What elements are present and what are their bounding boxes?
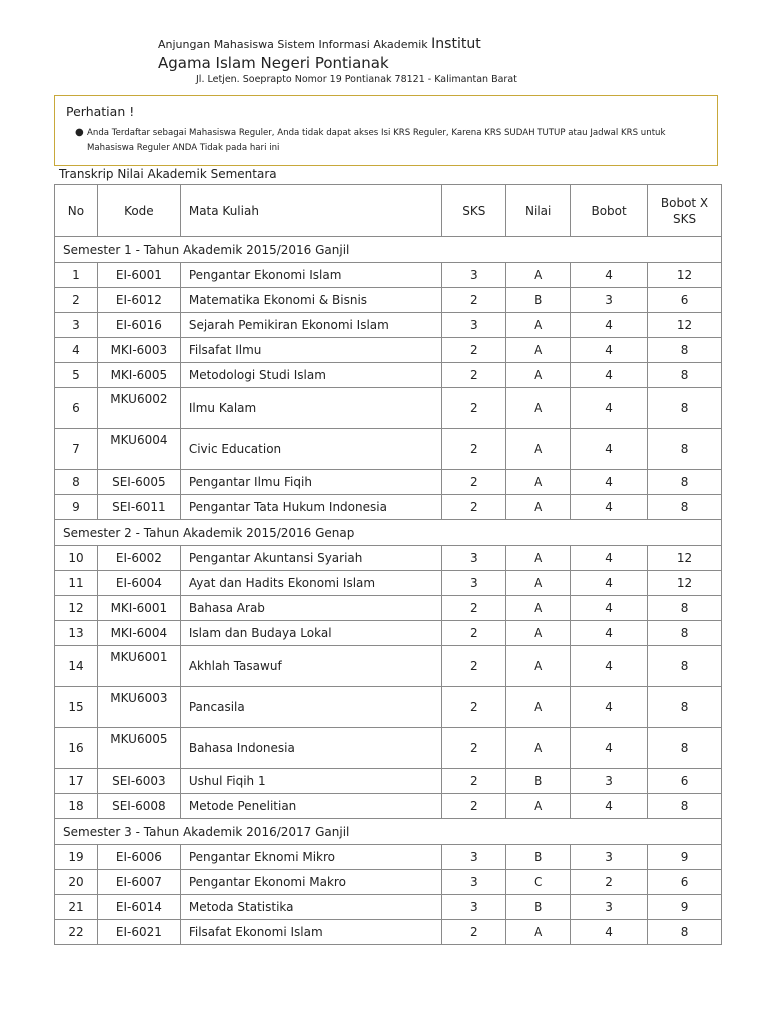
table-row xyxy=(55,338,722,363)
notice-title: Perhatian ! xyxy=(66,104,135,119)
cell-kode: EI-6002 xyxy=(97,546,180,571)
cell-kode: SEI-6005 xyxy=(97,470,180,495)
cell-sks: 2 xyxy=(442,470,506,495)
cell-sks: 3 xyxy=(442,546,506,571)
cell-sks: 2 xyxy=(442,794,506,819)
cell-kode: MKI-6005 xyxy=(97,363,180,388)
cell-bobot: 2 xyxy=(571,870,648,895)
cell-no: 6 xyxy=(55,388,98,429)
cell-bobot-x-sks: 8 xyxy=(648,596,722,621)
cell-no: 18 xyxy=(55,794,98,819)
cell-kode: EI-6012 xyxy=(97,288,180,313)
cell-bobot-x-sks: 8 xyxy=(648,429,722,470)
cell-bobot: 4 xyxy=(571,263,648,288)
table-row xyxy=(55,571,722,596)
col-header-bobot-x-sks: Bobot X SKS xyxy=(648,185,722,237)
cell-bobot-x-sks: 9 xyxy=(648,845,722,870)
cell-nilai: B xyxy=(506,288,571,313)
cell-mata-kuliah: Pengantar Akuntansi Syariah xyxy=(180,546,442,571)
cell-bobot: 4 xyxy=(571,571,648,596)
cell-bobot-x-sks: 8 xyxy=(648,621,722,646)
table-row xyxy=(55,288,722,313)
cell-kode: SEI-6003 xyxy=(97,769,180,794)
cell-bobot: 3 xyxy=(571,288,648,313)
cell-nilai: B xyxy=(506,895,571,920)
cell-no: 14 xyxy=(55,646,98,687)
cell-sks: 2 xyxy=(442,769,506,794)
table-row xyxy=(55,546,722,571)
notice-box xyxy=(54,95,718,166)
cell-bobot-x-sks: 8 xyxy=(648,646,722,687)
cell-sks: 3 xyxy=(442,313,506,338)
cell-sks: 3 xyxy=(442,845,506,870)
cell-bobot-x-sks: 6 xyxy=(648,870,722,895)
portal-name: Anjungan Mahasiswa Sistem Informasi Akademik xyxy=(158,38,428,51)
cell-nilai: A xyxy=(506,687,571,728)
cell-kode: EI-6021 xyxy=(97,920,180,945)
cell-nilai: A xyxy=(506,363,571,388)
cell-nilai: B xyxy=(506,769,571,794)
transcript-caption: Transkrip Nilai Akademik Sementara xyxy=(59,167,277,181)
cell-kode: SEI-6008 xyxy=(97,794,180,819)
cell-nilai: A xyxy=(506,621,571,646)
cell-nilai: A xyxy=(506,388,571,429)
cell-sks: 2 xyxy=(442,338,506,363)
cell-bobot-x-sks: 8 xyxy=(648,794,722,819)
cell-bobot-x-sks: 8 xyxy=(648,470,722,495)
cell-sks: 2 xyxy=(442,646,506,687)
cell-sks: 2 xyxy=(442,621,506,646)
table-row xyxy=(55,769,722,794)
cell-mata-kuliah: Civic Education xyxy=(180,429,442,470)
cell-bobot-x-sks: 8 xyxy=(648,495,722,520)
cell-nilai: A xyxy=(506,263,571,288)
semester-header-row xyxy=(55,520,722,546)
cell-no: 20 xyxy=(55,870,98,895)
cell-nilai: A xyxy=(506,728,571,769)
cell-kode: MKI-6004 xyxy=(97,621,180,646)
cell-sks: 2 xyxy=(442,429,506,470)
cell-bobot-x-sks: 8 xyxy=(648,687,722,728)
cell-mata-kuliah: Filsafat Ekonomi Islam xyxy=(180,920,442,945)
cell-bobot-x-sks: 8 xyxy=(648,920,722,945)
cell-bobot: 4 xyxy=(571,495,648,520)
cell-mata-kuliah: Ilmu Kalam xyxy=(180,388,442,429)
cell-sks: 2 xyxy=(442,728,506,769)
cell-mata-kuliah: Ushul Fiqih 1 xyxy=(180,769,442,794)
table-row xyxy=(55,870,722,895)
cell-kode: MKU6004 xyxy=(97,429,180,470)
cell-sks: 2 xyxy=(442,596,506,621)
cell-nilai: B xyxy=(506,845,571,870)
cell-bobot: 4 xyxy=(571,728,648,769)
semester-header-row xyxy=(55,819,722,845)
table-row xyxy=(55,363,722,388)
cell-nilai: A xyxy=(506,313,571,338)
cell-kode: EI-6016 xyxy=(97,313,180,338)
cell-mata-kuliah: Filsafat Ilmu xyxy=(180,338,442,363)
cell-sks: 2 xyxy=(442,920,506,945)
cell-mata-kuliah: Pengantar Ekonomi Islam xyxy=(180,263,442,288)
cell-no: 5 xyxy=(55,363,98,388)
cell-kode: MKU6002 xyxy=(97,388,180,429)
cell-kode: EI-6014 xyxy=(97,895,180,920)
cell-no: 2 xyxy=(55,288,98,313)
cell-bobot-x-sks: 12 xyxy=(648,313,722,338)
cell-mata-kuliah: Pengantar Tata Hukum Indonesia xyxy=(180,495,442,520)
cell-nilai: A xyxy=(506,646,571,687)
cell-bobot: 4 xyxy=(571,546,648,571)
cell-no: 22 xyxy=(55,920,98,945)
cell-bobot-x-sks: 8 xyxy=(648,728,722,769)
cell-kode: EI-6004 xyxy=(97,571,180,596)
cell-mata-kuliah: Metoda Statistika xyxy=(180,895,442,920)
cell-mata-kuliah: Ayat dan Hadits Ekonomi Islam xyxy=(180,571,442,596)
cell-mata-kuliah: Bahasa Indonesia xyxy=(180,728,442,769)
col-header-nilai: Nilai xyxy=(506,185,571,237)
cell-sks: 2 xyxy=(442,495,506,520)
cell-kode: MKU6005 xyxy=(97,728,180,769)
table-row xyxy=(55,596,722,621)
cell-bobot-x-sks: 12 xyxy=(648,546,722,571)
cell-sks: 2 xyxy=(442,687,506,728)
cell-bobot: 4 xyxy=(571,596,648,621)
cell-no: 10 xyxy=(55,546,98,571)
table-row xyxy=(55,263,722,288)
table-row xyxy=(55,621,722,646)
cell-bobot-x-sks: 6 xyxy=(648,288,722,313)
cell-sks: 3 xyxy=(442,571,506,596)
cell-bobot: 3 xyxy=(571,845,648,870)
cell-mata-kuliah: Sejarah Pemikiran Ekonomi Islam xyxy=(180,313,442,338)
semester-title: Semester 1 - Tahun Akademik 2015/2016 Ganjil xyxy=(55,237,722,263)
cell-no: 1 xyxy=(55,263,98,288)
cell-no: 3 xyxy=(55,313,98,338)
cell-kode: MKU6003 xyxy=(97,687,180,728)
table-row xyxy=(55,470,722,495)
cell-bobot: 4 xyxy=(571,363,648,388)
cell-sks: 3 xyxy=(442,895,506,920)
cell-bobot: 4 xyxy=(571,388,648,429)
cell-sks: 3 xyxy=(442,870,506,895)
cell-no: 16 xyxy=(55,728,98,769)
table-row xyxy=(55,313,722,338)
table-row xyxy=(55,646,722,687)
table-row xyxy=(55,895,722,920)
cell-bobot-x-sks: 9 xyxy=(648,895,722,920)
cell-kode: SEI-6011 xyxy=(97,495,180,520)
col-header-mata-kuliah: Mata Kuliah xyxy=(180,185,442,237)
cell-no: 4 xyxy=(55,338,98,363)
cell-kode: MKU6001 xyxy=(97,646,180,687)
cell-nilai: A xyxy=(506,429,571,470)
table-row xyxy=(55,728,722,769)
cell-mata-kuliah: Pengantar Eknomi Mikro xyxy=(180,845,442,870)
cell-mata-kuliah: Matematika Ekonomi & Bisnis xyxy=(180,288,442,313)
cell-bobot: 4 xyxy=(571,313,648,338)
cell-bobot-x-sks: 12 xyxy=(648,571,722,596)
cell-bobot-x-sks: 6 xyxy=(648,769,722,794)
cell-nilai: A xyxy=(506,470,571,495)
col-header-kode: Kode xyxy=(97,185,180,237)
cell-mata-kuliah: Pancasila xyxy=(180,687,442,728)
cell-kode: MKI-6001 xyxy=(97,596,180,621)
cell-bobot-x-sks: 8 xyxy=(648,363,722,388)
table-row xyxy=(55,845,722,870)
cell-bobot: 4 xyxy=(571,429,648,470)
cell-no: 7 xyxy=(55,429,98,470)
cell-nilai: A xyxy=(506,338,571,363)
cell-nilai: A xyxy=(506,571,571,596)
notice-message: Anda Terdaftar sebagai Mahasiswa Reguler, Anda tidak dapat akses Isi KRS Reguler, Karena KRS SUDAH TUTUP atau Jadwal KRS untuk Mahasiswa Reguler ANDA Tidak pada hari ini xyxy=(87,128,666,153)
semester-title: Semester 3 - Tahun Akademik 2016/2017 Ganjil xyxy=(55,819,722,845)
cell-bobot: 4 xyxy=(571,470,648,495)
cell-sks: 2 xyxy=(442,363,506,388)
cell-mata-kuliah: Islam dan Budaya Lokal xyxy=(180,621,442,646)
cell-no: 9 xyxy=(55,495,98,520)
cell-bobot: 4 xyxy=(571,338,648,363)
col-header-bobot: Bobot xyxy=(571,185,648,237)
cell-nilai: A xyxy=(506,546,571,571)
cell-sks: 3 xyxy=(442,263,506,288)
cell-no: 11 xyxy=(55,571,98,596)
cell-bobot: 4 xyxy=(571,920,648,945)
cell-no: 8 xyxy=(55,470,98,495)
table-row xyxy=(55,495,722,520)
cell-mata-kuliah: Metodologi Studi Islam xyxy=(180,363,442,388)
col-header-sks: SKS xyxy=(442,185,506,237)
cell-bobot: 3 xyxy=(571,895,648,920)
cell-kode: MKI-6003 xyxy=(97,338,180,363)
table-row xyxy=(55,920,722,945)
cell-nilai: A xyxy=(506,920,571,945)
cell-sks: 2 xyxy=(442,388,506,429)
cell-kode: EI-6007 xyxy=(97,870,180,895)
cell-sks: 2 xyxy=(442,288,506,313)
table-row xyxy=(55,687,722,728)
cell-mata-kuliah: Akhlah Tasawuf xyxy=(180,646,442,687)
semester-header-row xyxy=(55,237,722,263)
cell-mata-kuliah: Pengantar Ilmu Fiqih xyxy=(180,470,442,495)
cell-bobot: 4 xyxy=(571,794,648,819)
cell-bobot: 4 xyxy=(571,621,648,646)
transcript-table xyxy=(54,184,722,945)
cell-no: 17 xyxy=(55,769,98,794)
table-header-row xyxy=(55,185,722,237)
cell-bobot-x-sks: 8 xyxy=(648,388,722,429)
semester-title: Semester 2 - Tahun Akademik 2015/2016 Genap xyxy=(55,520,722,546)
cell-no: 13 xyxy=(55,621,98,646)
table-row xyxy=(55,794,722,819)
bullet-icon: ● xyxy=(75,127,84,138)
cell-bobot: 4 xyxy=(571,646,648,687)
table-row xyxy=(55,388,722,429)
cell-no: 21 xyxy=(55,895,98,920)
cell-kode: EI-6001 xyxy=(97,263,180,288)
cell-bobot-x-sks: 12 xyxy=(648,263,722,288)
institution-name: Agama Islam Negeri Pontianak xyxy=(158,54,389,72)
institution-header xyxy=(158,36,678,85)
cell-mata-kuliah: Bahasa Arab xyxy=(180,596,442,621)
cell-no: 15 xyxy=(55,687,98,728)
cell-nilai: A xyxy=(506,495,571,520)
cell-nilai: A xyxy=(506,794,571,819)
cell-mata-kuliah: Pengantar Ekonomi Makro xyxy=(180,870,442,895)
col-header-no: No xyxy=(55,185,98,237)
cell-no: 12 xyxy=(55,596,98,621)
cell-nilai: C xyxy=(506,870,571,895)
institution-address: Jl. Letjen. Soeprapto Nomor 19 Pontianak 78121 - Kalimantan Barat xyxy=(196,74,517,85)
cell-kode: EI-6006 xyxy=(97,845,180,870)
cell-bobot: 4 xyxy=(571,687,648,728)
institution-name-start: Institut xyxy=(431,36,481,52)
cell-bobot: 3 xyxy=(571,769,648,794)
table-row xyxy=(55,429,722,470)
cell-no: 19 xyxy=(55,845,98,870)
cell-bobot-x-sks: 8 xyxy=(648,338,722,363)
cell-nilai: A xyxy=(506,596,571,621)
cell-mata-kuliah: Metode Penelitian xyxy=(180,794,442,819)
